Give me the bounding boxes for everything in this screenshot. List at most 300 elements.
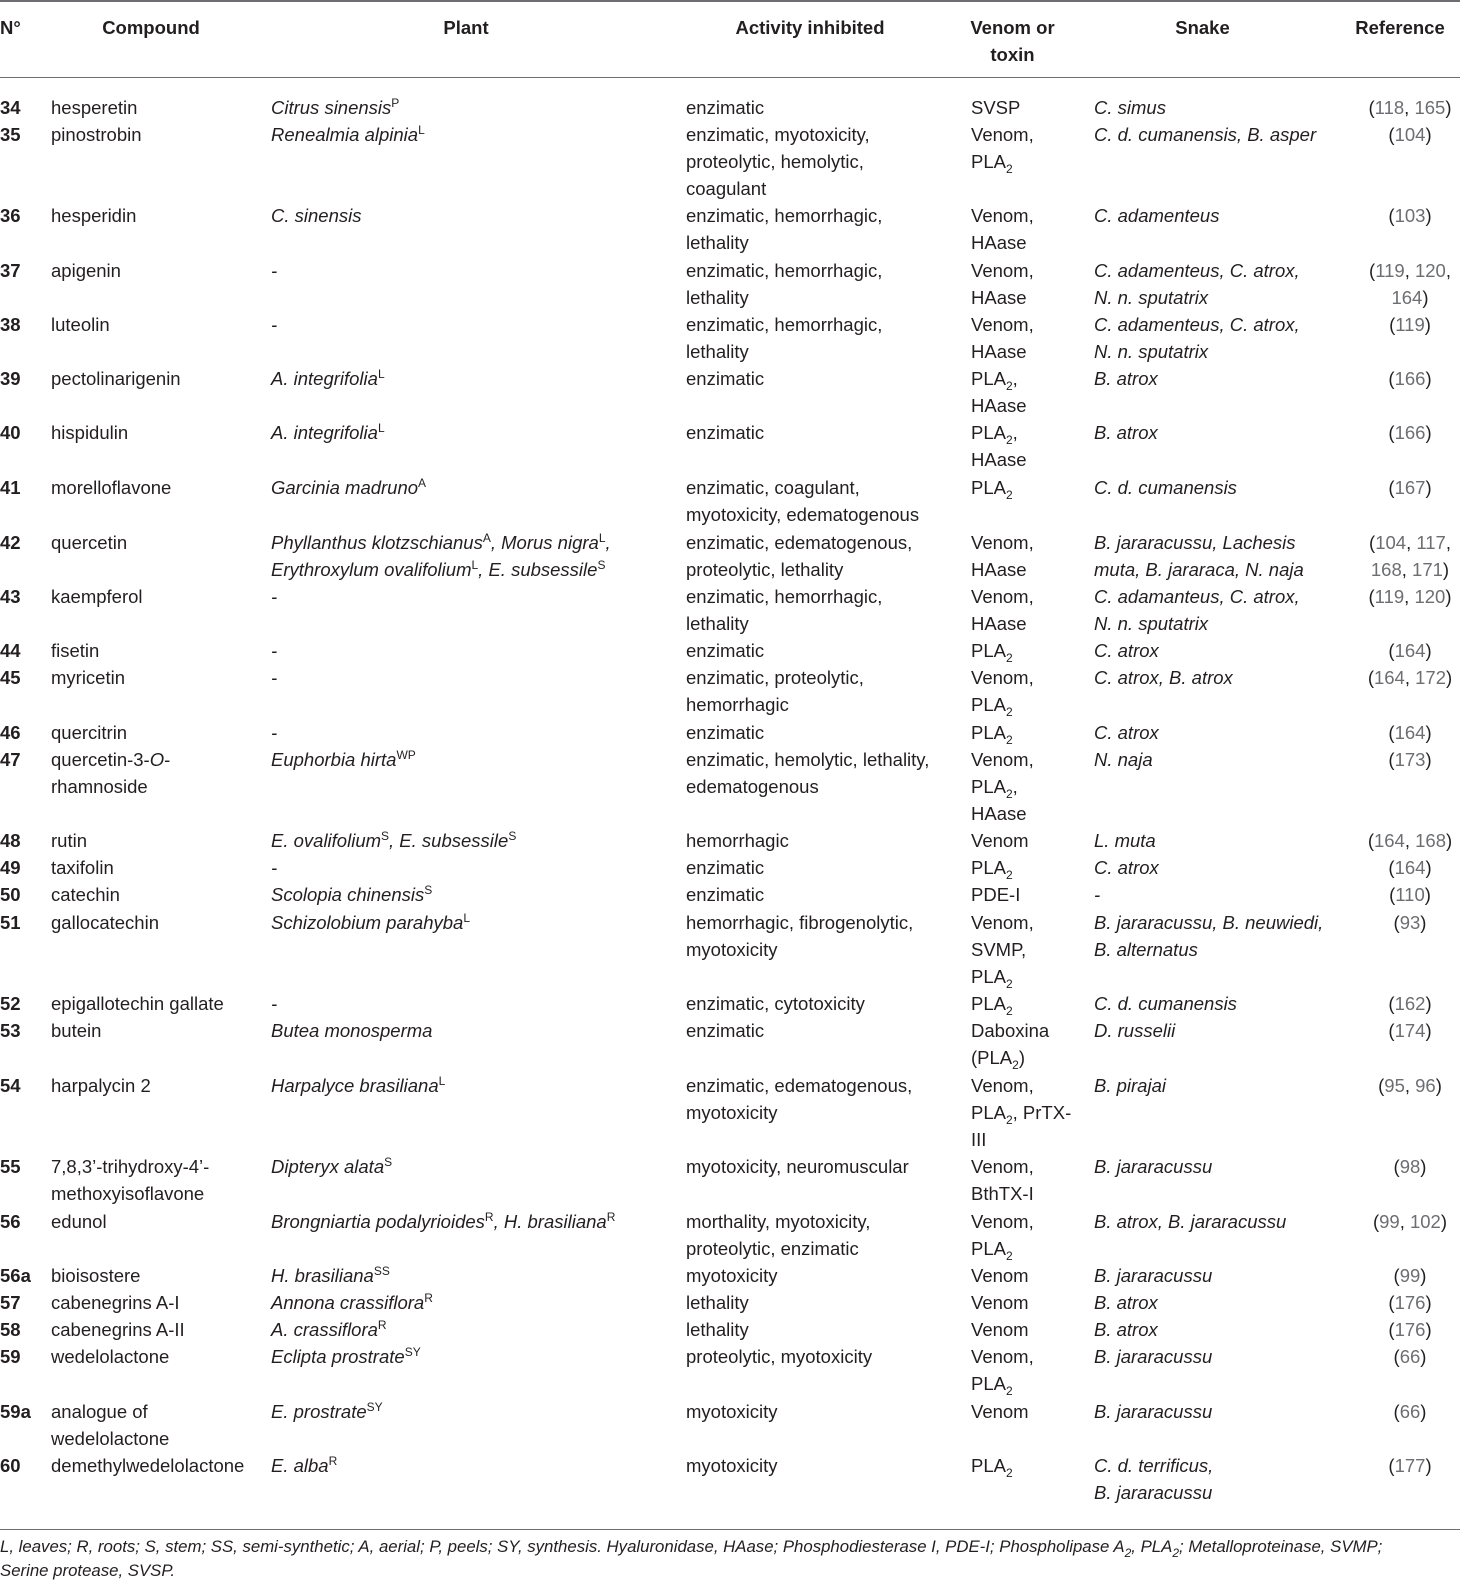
compound-name-line: apigenin [51,260,121,281]
text-run: PLA [971,368,1006,389]
snake-line: C. simus [1094,97,1166,118]
compound-name [51,1289,261,1316]
text-run: A. integrifolia [271,368,378,389]
compound-name [51,419,261,446]
reference-line [1360,121,1460,148]
text-run: ) [1425,422,1432,443]
plant-line [271,1289,676,1316]
snake-species [1094,474,1359,501]
venom-or-toxin [971,637,1089,664]
venom-or-toxin [971,529,1089,583]
text-run: ( [1367,667,1374,688]
text-run: , [1404,586,1415,607]
snake-species [1094,909,1359,963]
activity-line: enzimatic [686,1020,765,1041]
snake-line: B. jararacussu, Lachesis [1094,532,1296,553]
venom-line [971,963,1089,990]
compound-number: 53 [0,1020,21,1041]
reference-link[interactable]: 164 [1373,830,1405,851]
plant-line [271,474,676,501]
plant-line [271,257,676,284]
plant-source [271,854,676,881]
venom-or-toxin [971,1153,1089,1207]
reference-link[interactable]: 96 [1415,1075,1436,1096]
plant-line [271,121,676,148]
text-run: ) [1420,912,1427,933]
reference-link[interactable]: 99 [1399,1265,1421,1286]
text-run: E. alba [271,1455,329,1476]
reference-link[interactable]: 162 [1394,993,1426,1014]
compound-number: 36 [0,205,21,226]
reference-link[interactable]: 66 [1399,1401,1421,1422]
activity-inhibited [686,909,961,963]
reference-link[interactable]: 120 [1414,586,1446,607]
compound-name-line: fisetin [51,640,100,661]
reference-link[interactable]: 103 [1394,205,1426,226]
snake-line: C. atrox [1094,640,1159,661]
reference-link[interactable]: 168 [1370,559,1402,581]
activity-inhibited [686,664,961,718]
activity-inhibited [686,827,961,854]
activity-line: myotoxicity [686,1102,778,1124]
compound-name-line: epigallotechin gallate [51,993,224,1014]
reference-link[interactable]: 110 [1395,884,1425,905]
reference-link[interactable]: 167 [1394,477,1426,498]
venom-line [971,1370,1089,1397]
plant-line [271,746,676,773]
text-run: ) [1440,1211,1448,1232]
activity-line: myotoxicity [686,1265,778,1286]
text-run: ) [1442,559,1450,581]
venom-or-toxin [971,1072,1089,1154]
text-run: Venom, [971,532,1034,553]
compound-number: 34 [0,97,21,118]
plant-line [271,1017,676,1044]
snake-line: B. atrox [1094,368,1158,389]
plant-line [271,1398,676,1425]
text-run: Erythroxylum ovalifolium [271,559,472,581]
venom-line [971,257,1089,284]
text-run: - [271,586,278,607]
text-run: Venom, [971,1211,1034,1232]
venom-line [971,202,1089,229]
footnote-text: L, leaves; R, roots; S, stem; SS, semi-synthetic; A, aerial; P, peels; SY, synthesis. Hyaluronidase, HAase; Phosphodiesterase I, PDE-I; Phospholipase A [0,1537,1125,1556]
subscript: 2 [1005,1249,1013,1264]
reference-link[interactable]: 176 [1394,1292,1426,1313]
text-run: Butea monosperma [271,1020,433,1041]
venom-line [971,936,1089,963]
reference-citation [1360,637,1460,664]
snake-species [1094,719,1359,746]
reference-citation [1360,419,1460,446]
text-run: SVMP, [971,939,1027,961]
reference-line [1360,311,1460,338]
plant-source [271,881,676,908]
superscript: L [377,421,385,435]
text-run: ) [1420,1265,1427,1286]
text-run: C. sinensis [271,205,362,226]
text-run: PLA [971,694,1006,716]
activity-line: hemorrhagic [686,830,789,851]
reference-link[interactable]: 168 [1415,830,1447,851]
text-run: ( [1388,368,1395,389]
reference-line [1360,664,1460,691]
compound-name [51,529,261,556]
plant-source [271,1208,676,1235]
plant-source [271,419,676,446]
text-run: - [271,667,278,688]
reference-link[interactable]: 171 [1412,559,1443,581]
reference-link[interactable]: 172 [1415,667,1447,688]
reference-link[interactable]: 177 [1394,1455,1426,1476]
reference-citation [1360,854,1460,881]
superscript: R [424,1291,433,1305]
reference-link[interactable]: 95 [1384,1075,1405,1096]
text-run: Venom [971,830,1029,851]
text-run: PLA [971,1238,1006,1260]
text-run: H. brasiliana [271,1265,374,1286]
snake-line: C. atrox, B. atrox [1094,667,1233,688]
reference-line [1360,637,1460,664]
superscript: L [377,367,385,381]
plant-line [271,909,676,936]
reference-citation [1360,1452,1460,1479]
reference-link[interactable]: 119 [1375,260,1405,281]
text-run: PLA [971,993,1006,1014]
venom-line [971,446,1089,473]
text-run: , Morus nigra [490,532,599,553]
venom-or-toxin [971,719,1089,746]
reference-link[interactable]: 117 [1416,532,1446,553]
snake-species [1094,637,1359,664]
text-run: , E. subsessile [389,830,509,851]
superscript: S [381,829,390,843]
activity-inhibited [686,1452,961,1479]
header-number: N° [0,17,21,38]
activity-line: enzimatic, myotoxicity, [686,124,870,145]
plant-source [271,529,676,583]
reference-citation [1360,827,1460,854]
superscript: L [438,1074,446,1088]
text-run: ( [1393,1346,1400,1367]
superscript: S [597,558,606,573]
text-run: ) [1435,1075,1442,1096]
text-run: PLA [971,722,1006,743]
activity-line: hemorrhagic, fibrogenolytic, [686,912,914,933]
venom-line [971,1099,1089,1126]
reference-citation [1360,1289,1460,1316]
compound-name [51,365,261,392]
text-run: - [271,314,278,335]
reference-line [1360,1316,1460,1343]
reference-link[interactable]: 164 [1373,667,1405,688]
text-run: ( [1372,1211,1380,1232]
plant-line [271,1153,676,1180]
activity-line: proteolytic, lethality [686,559,844,581]
subscript: 2 [1005,977,1013,992]
reference-line [1360,746,1460,773]
snake-line: C. adamenteus, C. atrox, [1094,314,1300,335]
activity-line: enzimatic, edematogenous, [686,532,913,553]
text-run: ( [1388,205,1395,226]
compound-name-line: wedelolactone [51,1346,170,1367]
superscript: L [463,911,470,925]
compound-number: 59 [0,1346,21,1367]
venom-line [971,719,1089,746]
reference-link[interactable]: 104 [1375,532,1407,553]
snake-species [1094,583,1359,637]
venom-or-toxin [971,419,1089,473]
snake-species [1094,94,1359,121]
header-venom [960,14,1065,68]
text-run: ) [1424,884,1431,905]
venom-line [971,1289,1089,1316]
plant-line [271,719,676,746]
text-run: ( [1368,586,1375,607]
text-run: Garcinia madruno [271,477,419,498]
compound-name-line: rutin [51,830,87,851]
reference-line [1360,284,1460,311]
text-run: PLA [971,151,1006,173]
subscript: 2 [1005,162,1013,177]
plant-line [271,881,676,908]
venom-or-toxin [971,1343,1089,1397]
text-run: - [271,260,278,281]
reference-link[interactable]: 164 [1394,640,1426,661]
text-run: Schizolobium parahyba [271,912,464,933]
reference-link[interactable]: 164 [1394,857,1426,878]
text-run: ) [1420,1156,1427,1177]
reference-line [1360,990,1460,1017]
compound-name-line: gallocatechin [51,912,159,933]
text-run: Venom, [971,1346,1034,1367]
reference-line [1360,257,1460,284]
compound-number: 40 [0,422,21,443]
snake-line: B. jararacussu [1094,1346,1213,1367]
activity-inhibited [686,990,961,1017]
reference-citation [1360,881,1460,908]
activity-inhibited [686,311,961,365]
venom-or-toxin [971,1208,1089,1262]
plant-source [271,746,676,773]
reference-link[interactable]: 173 [1394,749,1426,770]
plant-source [271,1153,676,1180]
text-run: ( [1393,1156,1400,1177]
plant-line [271,1452,676,1479]
activity-inhibited [686,719,961,746]
venom-line [971,583,1089,610]
text-run: ) [1425,477,1432,498]
reference-line [1360,1289,1460,1316]
table-bottom-rule [0,1529,1460,1530]
compound-name [51,1452,261,1479]
reference-citation [1360,583,1460,610]
venom-line [971,909,1089,936]
reference-link[interactable]: 99 [1379,1211,1400,1232]
plant-source [271,719,676,746]
venom-or-toxin [971,1262,1089,1289]
text-run: HAase [971,449,1027,471]
text-run: Scolopia chinensis [271,884,425,905]
plant-source [271,1452,676,1479]
text-run: (PLA [971,1047,1013,1069]
snake-species [1094,854,1359,881]
header-snake: Snake [1175,17,1230,38]
reference-line [1360,365,1460,392]
plant-source [271,121,676,148]
reference-link[interactable]: 166 [1394,368,1426,389]
text-run: - [271,640,278,661]
subscript: 2 [1005,787,1013,802]
reference-citation [1360,121,1460,148]
activity-inhibited [686,1072,961,1126]
compound-name [51,746,261,800]
header-activity: Activity inhibited [735,17,885,38]
superscript: S [424,883,433,897]
superscript: SS [373,1264,390,1278]
reference-link[interactable]: 176 [1394,1319,1426,1340]
snake-species [1094,202,1359,229]
activity-line: lethality [686,341,749,363]
compound-name-line: butein [51,1020,102,1041]
venom-or-toxin [971,746,1089,828]
text-run: Venom, [971,124,1034,145]
activity-line: enzimatic [686,97,765,118]
plant-line [271,365,676,392]
superscript: R [377,1318,387,1332]
reference-link[interactable]: 165 [1414,97,1446,118]
reference-link[interactable]: 166 [1394,422,1426,443]
text-run: Renealmia alpinia [271,124,419,145]
venom-line [971,229,1089,256]
venom-line [971,474,1089,501]
activity-line: hemorrhagic [686,694,789,716]
compound-number: 56 [0,1211,21,1232]
reference-citation [1360,365,1460,392]
reference-line [1360,1452,1460,1479]
activity-line: lethality [686,1319,749,1340]
compound-name [51,1153,261,1207]
text-run: E. prostrate [271,1401,367,1422]
text-run: Phyllanthus klotzschianus [271,532,483,553]
activity-line: enzimatic, hemolytic, lethality, [686,749,930,770]
snake-line: N. naja [1094,749,1153,770]
compound-name-line: quercitrin [51,722,128,743]
activity-inhibited [686,1289,961,1316]
reference-link[interactable]: 104 [1394,124,1426,145]
compound-name [51,1343,261,1370]
reference-citation [1360,1343,1460,1370]
activity-inhibited [686,1208,961,1262]
snake-line: B. jararacussu [1094,1156,1213,1177]
activity-line: edematogenous [686,776,819,798]
compound-name [51,202,261,229]
compound-number: 49 [0,857,21,878]
text-run: Venom, [971,314,1034,335]
activity-line: enzimatic, cytotoxicity [686,993,865,1014]
text-run: Dipteryx alata [271,1156,385,1177]
reference-link[interactable]: 93 [1399,912,1421,933]
compound-number: 43 [0,586,21,607]
activity-line: enzimatic, hemorrhagic, [686,260,883,281]
text-run: HAase [971,341,1027,363]
subscript: 2 [1005,488,1013,502]
text-run: Venom, [971,667,1034,688]
text-run: ( [1369,260,1376,281]
compound-name [51,1208,261,1235]
header-bottom-rule [0,77,1460,78]
reference-link[interactable]: 164 [1394,722,1426,743]
compound-name-line: rhamnoside [51,776,148,798]
reference-link[interactable]: 164 [1391,287,1423,309]
reference-line [1360,881,1460,908]
text-run: , PrTX- [1012,1102,1072,1124]
plant-line [271,990,676,1017]
snake-line: B. atrox [1094,1292,1158,1313]
subscript: 2 [1005,1113,1013,1128]
reference-line [1360,583,1460,610]
reference-link[interactable]: 118 [1374,97,1405,118]
text-run: ) [1425,1319,1432,1340]
reference-link[interactable]: 98 [1399,1156,1421,1177]
activity-line: enzimatic, hemorrhagic, [686,205,883,226]
activity-inhibited [686,583,961,637]
reference-citation [1360,1398,1460,1425]
superscript: L [418,123,425,137]
venom-line [971,827,1089,854]
subscript: 2 [1124,1546,1132,1560]
snake-species [1094,121,1359,148]
text-run: HAase [971,803,1027,825]
plant-source [271,1343,676,1370]
text-run: , [1012,422,1018,443]
reference-link[interactable]: 66 [1399,1346,1421,1367]
snake-line: C. adamenteus [1094,205,1220,226]
reference-link[interactable]: 120 [1414,260,1446,281]
text-run: ( [1369,532,1376,553]
venom-or-toxin [971,1398,1089,1425]
reference-citation [1360,1262,1460,1289]
plant-source [271,1072,676,1099]
reference-link[interactable]: 102 [1409,1211,1441,1232]
activity-inhibited [686,1343,961,1370]
compound-number: 44 [0,640,21,661]
reference-link[interactable]: 119 [1395,314,1425,335]
reference-link[interactable]: 119 [1374,586,1405,607]
text-run: ) [1425,993,1432,1014]
compound-name [51,1316,261,1343]
subscript: 2 [1005,733,1013,747]
text-run: ( [1389,314,1396,335]
compound-name [51,121,261,148]
text-run: ( [1367,830,1374,851]
text-run: BthTX-I [971,1183,1034,1205]
activity-line: enzimatic, hemorrhagic, [686,586,883,607]
venom-line [971,529,1089,556]
reference-link[interactable]: 174 [1394,1020,1426,1041]
snake-line: C. adamanteus, C. atrox, [1094,586,1300,607]
compound-name-line: harpalycin 2 [51,1075,151,1096]
snake-line: muta, B. jararaca, N. naja [1094,559,1304,581]
reference-line [1360,556,1460,583]
reference-line [1360,1398,1460,1425]
plant-line [271,556,676,583]
venom-or-toxin [971,664,1089,718]
plant-source [271,990,676,1017]
plant-source [271,583,676,610]
snake-line: C. d. terrificus, [1094,1455,1214,1476]
text-run: Venom, [971,260,1034,281]
